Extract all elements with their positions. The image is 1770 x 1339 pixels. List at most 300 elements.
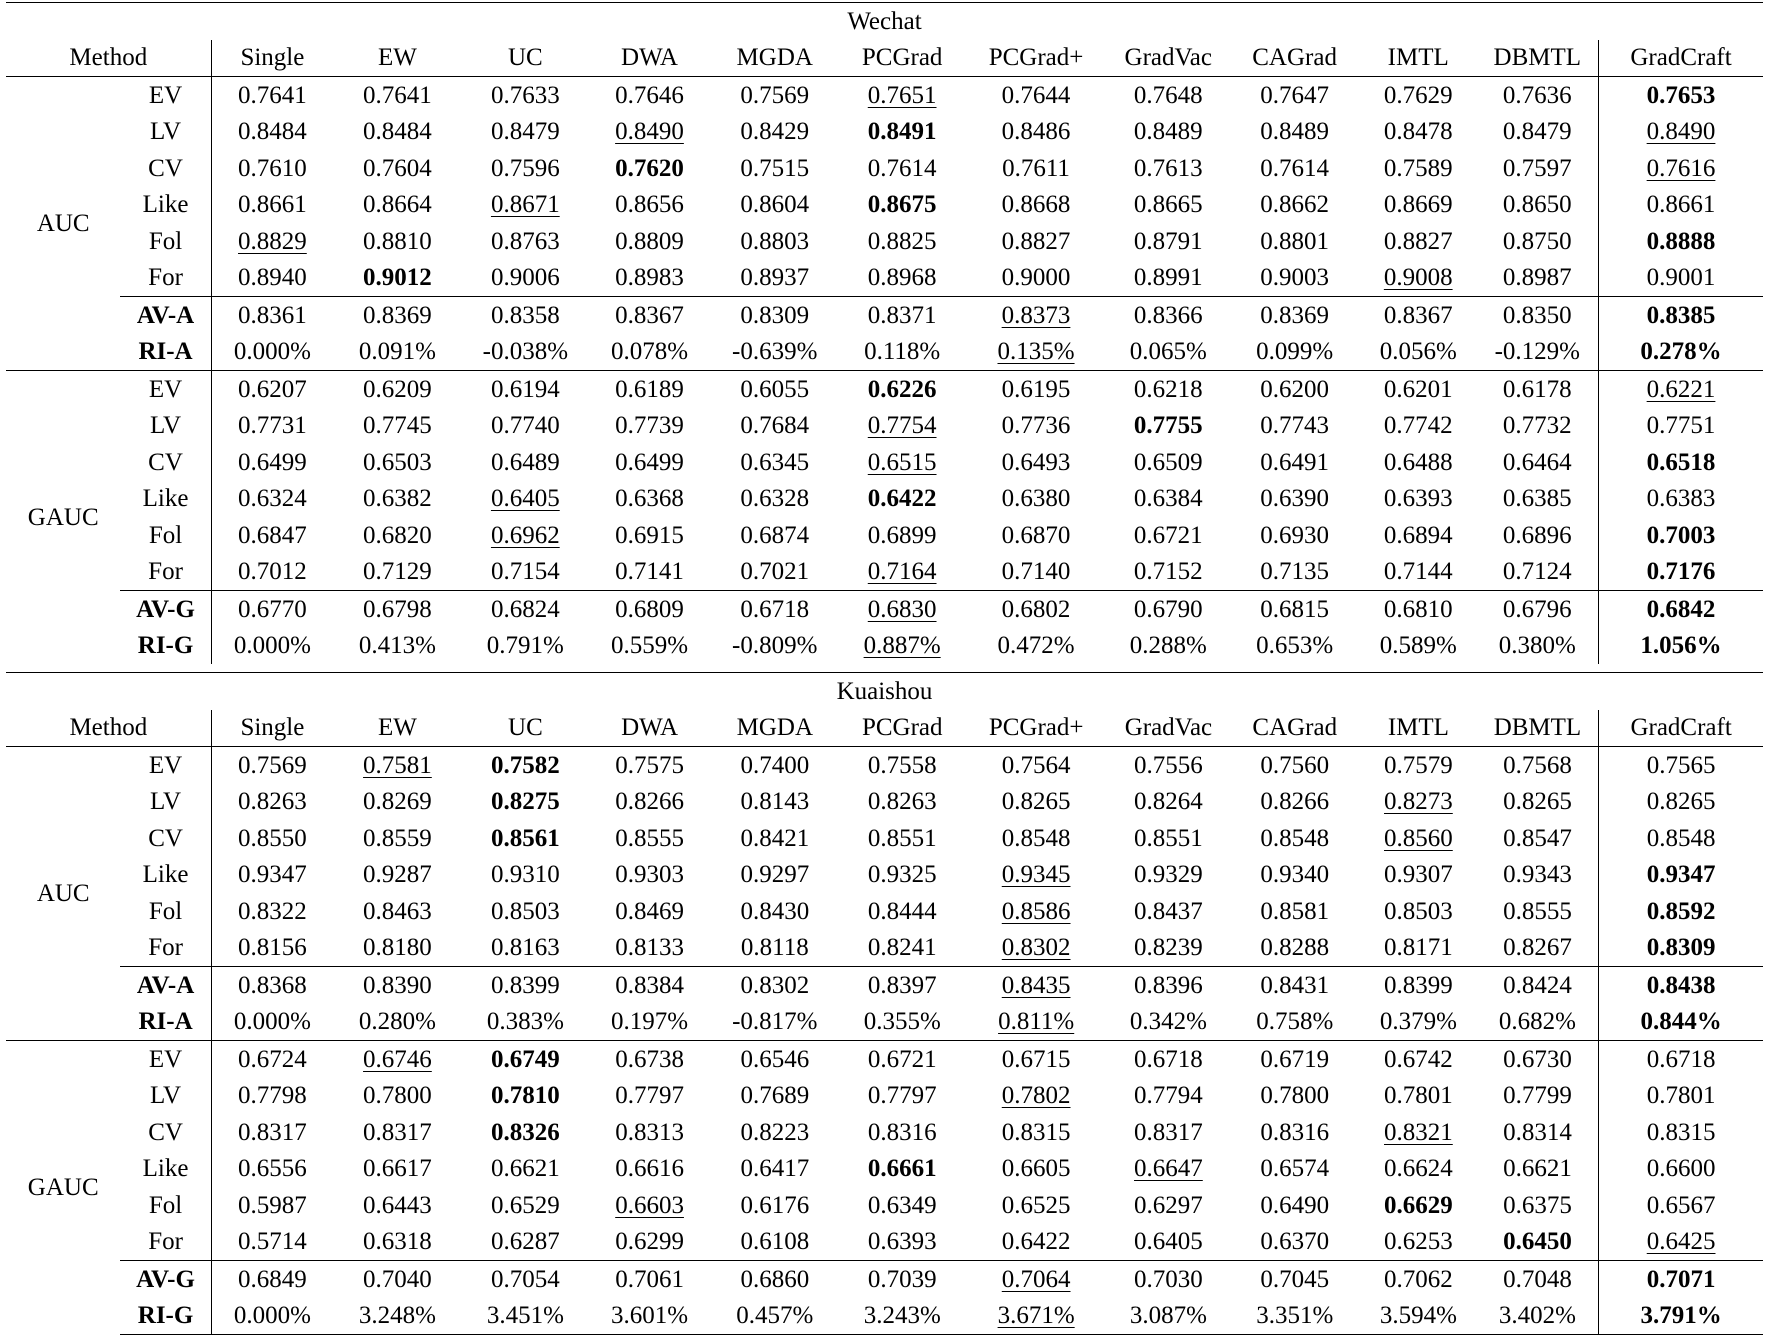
cell-value: 3.671% (997, 1302, 1075, 1330)
cell-value: 0.8322 (238, 897, 307, 925)
table-cell (710, 930, 840, 967)
cell-value: 0.6718 (1134, 1045, 1203, 1073)
table-cell (1229, 1041, 1360, 1078)
table-cell (589, 591, 710, 628)
cell-value: 3.594% (1379, 1302, 1457, 1330)
table-cell (710, 517, 840, 554)
cell-value: 3.248% (358, 1302, 436, 1330)
table-cell (1360, 784, 1477, 821)
cell-value: 0.7581 (363, 751, 432, 779)
cell-value: 0.7798 (238, 1082, 307, 1110)
table-cell (462, 1298, 589, 1335)
cell-value: 0.9297 (740, 861, 810, 889)
table-cell (211, 1041, 333, 1078)
cell-value: 0.8133 (615, 934, 684, 962)
table-cell (710, 1187, 840, 1224)
cell-value: 0.8668 (1001, 191, 1071, 219)
objective-label: CV (120, 820, 211, 857)
table-cell (1107, 223, 1229, 260)
method-header-pcgrad-: PCGrad+ (988, 44, 1084, 72)
table-cell (1229, 784, 1360, 821)
cell-value: 0.7745 (363, 412, 432, 440)
cell-value: 0.6422 (867, 485, 937, 513)
cell-value: 0.7012 (238, 558, 307, 586)
cell-value: 0.811% (998, 1008, 1075, 1036)
cell-value: 0.7064 (1001, 1265, 1071, 1293)
table-cell (333, 857, 462, 894)
table-cell (840, 1041, 965, 1078)
cell-value: 0.6425 (1646, 1228, 1716, 1256)
cell-value: 0.6742 (1384, 1045, 1453, 1073)
cell-value: 0.7124 (1502, 558, 1572, 586)
cell-value: 0.6489 (490, 448, 560, 476)
cell-value: 0.6194 (490, 375, 560, 403)
cell-value: 0.7755 (1133, 412, 1203, 440)
table-cell (710, 893, 840, 930)
cell-value: 0.7061 (615, 1265, 684, 1293)
cell-value: 0.6318 (363, 1228, 432, 1256)
summary-row (6, 1298, 1763, 1335)
table-cell (840, 517, 965, 554)
cell-value: 0.7575 (615, 751, 684, 779)
cell-value: 0.8385 (1646, 301, 1716, 329)
cell-value: 0.6491 (1260, 448, 1329, 476)
summary-label: RI-G (120, 628, 211, 665)
table-header-row (6, 710, 1763, 747)
table-cell (965, 481, 1108, 518)
cell-value: 0.8399 (491, 971, 560, 999)
table-cell (1599, 930, 1763, 967)
table-cell (1360, 444, 1477, 481)
table-cell (211, 223, 333, 260)
cell-value: 0.8288 (1260, 934, 1330, 962)
table-cell (333, 444, 461, 481)
table-cell (211, 1151, 333, 1188)
table-cell (840, 1261, 965, 1298)
table-cell (211, 1224, 333, 1261)
table-cell (965, 930, 1108, 967)
cell-value: 0.7579 (1384, 751, 1453, 779)
table-cell (1360, 857, 1477, 894)
cell-value: 0.8888 (1646, 227, 1716, 255)
cell-value: 0.6738 (615, 1045, 684, 1073)
cell-value: 0.8309 (1646, 934, 1716, 962)
table-cell (965, 747, 1108, 784)
cell-value: 0.6195 (1001, 375, 1071, 403)
objective-label: Like (120, 481, 211, 518)
cell-value: 0.6721 (1133, 521, 1203, 549)
cell-value: 0.7071 (1646, 1265, 1716, 1293)
table-row (6, 554, 1763, 591)
table-cell (589, 223, 710, 260)
table-cell (462, 1224, 589, 1261)
cell-value: 0.8983 (615, 264, 684, 292)
cell-value: -0.038% (482, 338, 569, 366)
cell-value: 0.7636 (1502, 81, 1572, 109)
summary-label: AV-G (120, 591, 211, 628)
table-cell (1599, 481, 1763, 518)
cell-value: 0.7569 (238, 751, 307, 779)
table-cell (462, 1004, 589, 1041)
method-header-dwa: DWA (621, 714, 679, 742)
table-row (6, 444, 1763, 481)
table-cell (333, 747, 462, 784)
cell-value: 0.8550 (238, 824, 307, 852)
cell-value: 0.457% (736, 1302, 814, 1330)
cell-value: 0.9303 (615, 861, 684, 889)
cell-value: 0.000% (233, 338, 311, 366)
cell-value: 0.7604 (363, 154, 432, 182)
table-cell (965, 1224, 1108, 1261)
table-cell (1599, 591, 1763, 628)
cell-value: 0.7743 (1260, 412, 1329, 440)
table-cell (462, 893, 589, 930)
cell-value: 0.118% (864, 338, 941, 366)
table-cell (211, 517, 333, 554)
table-cell (1360, 517, 1477, 554)
cell-value: 0.6108 (740, 1228, 810, 1256)
cell-value: 0.6380 (1001, 485, 1071, 513)
cell-value: 0.6383 (1646, 485, 1716, 513)
summary-row (6, 591, 1763, 628)
table-cell (1107, 1224, 1229, 1261)
cell-value: 0.8424 (1503, 971, 1572, 999)
table-header-row (6, 40, 1763, 77)
cell-value: -0.129% (1494, 338, 1580, 366)
table-cell (1360, 1187, 1477, 1224)
cell-value: -0.817% (732, 1008, 818, 1036)
cell-value: 0.7614 (1260, 154, 1329, 182)
table-row (6, 893, 1763, 930)
cell-value: 0.6810 (1383, 595, 1453, 623)
table-cell (710, 187, 840, 224)
table-cell (1599, 1078, 1763, 1115)
table-row (6, 77, 1763, 114)
table-cell (1477, 1261, 1599, 1298)
table-cell (211, 893, 333, 930)
table-cell (840, 628, 965, 665)
cell-value: 0.6176 (740, 1191, 810, 1219)
metric-label: GAUC (6, 1041, 120, 1335)
cell-value: 0.8265 (1646, 788, 1716, 816)
objective-label: CV (120, 444, 211, 481)
cell-value: 0.8484 (238, 118, 307, 146)
table-cell (965, 1041, 1108, 1078)
cell-value: 0.8484 (363, 118, 432, 146)
cell-value: 0.9347 (238, 861, 307, 889)
table-cell (211, 930, 333, 967)
objective-label: LV (120, 114, 211, 151)
cell-value: 0.8486 (1001, 118, 1071, 146)
cell-value: 0.5987 (238, 1191, 307, 1219)
table-cell (333, 371, 461, 408)
table-cell (1599, 260, 1763, 297)
table-row (6, 820, 1763, 857)
table-cell (1229, 1078, 1360, 1115)
cell-value: 3.351% (1256, 1302, 1334, 1330)
table-cell (1229, 628, 1360, 665)
cell-value: 0.000% (233, 1008, 311, 1036)
cell-value: 0.8315 (1646, 1118, 1716, 1146)
cell-value: 0.8559 (363, 824, 432, 852)
table-cell (333, 260, 461, 297)
table-cell (1477, 187, 1599, 224)
cell-value: 0.8791 (1133, 227, 1203, 255)
table-row (6, 1078, 1763, 1115)
method-header-dwa: DWA (621, 44, 678, 72)
cell-value: 0.8661 (1646, 191, 1716, 219)
table-cell (1599, 1151, 1763, 1188)
cell-value: 0.6499 (238, 448, 307, 476)
method-header-dbmtl: DBMTL (1477, 40, 1599, 77)
cell-value: 0.7648 (1133, 81, 1203, 109)
cell-value: 0.8940 (238, 264, 307, 292)
table-cell (840, 260, 965, 297)
table-cell (1107, 1041, 1229, 1078)
cell-value: 0.8266 (615, 788, 684, 816)
objective-label: Fol (120, 223, 211, 260)
cell-value: 0.8656 (615, 191, 684, 219)
cell-value: 0.7141 (615, 558, 684, 586)
table-cell (965, 1261, 1108, 1298)
table-cell (1360, 1078, 1477, 1115)
table-cell (1360, 820, 1477, 857)
cell-value: 0.7613 (1133, 154, 1203, 182)
summary-label: RI-G (120, 1298, 211, 1335)
cell-value: 0.6443 (363, 1191, 432, 1219)
table-cell (1229, 334, 1360, 371)
cell-value: 0.6621 (1503, 1155, 1572, 1183)
table-cell (965, 591, 1108, 628)
method-header-gradcraft: GradCraft (1630, 44, 1732, 72)
cell-value: 0.6405 (490, 485, 560, 513)
table-cell (462, 408, 589, 445)
cell-value: 0.6297 (1134, 1191, 1203, 1219)
cell-value: 0.7799 (1503, 1082, 1572, 1110)
table-cell (1477, 1224, 1599, 1261)
table-cell (1229, 857, 1360, 894)
table-cell (1477, 444, 1599, 481)
table-cell (333, 820, 462, 857)
table-cell (1360, 967, 1477, 1004)
table-cell (1107, 371, 1229, 408)
table-cell (840, 187, 965, 224)
table-cell (1107, 628, 1229, 665)
method-header-gradvac: GradVac (1124, 44, 1212, 72)
cell-value: 0.7689 (740, 1082, 810, 1110)
table-cell (589, 784, 710, 821)
table-cell (1599, 554, 1763, 591)
cell-value: 0.7646 (615, 81, 684, 109)
table-cell (1107, 1151, 1229, 1188)
table-cell (965, 1151, 1108, 1188)
cell-value: 0.8479 (1502, 118, 1572, 146)
cell-value: 0.8321 (1384, 1118, 1453, 1146)
cell-value: 0.7800 (363, 1082, 432, 1110)
table-cell (840, 408, 965, 445)
table-cell (840, 223, 965, 260)
cell-value: 0.8373 (1001, 301, 1071, 329)
cell-value: 0.8469 (615, 897, 684, 925)
cell-value: 0.7610 (238, 154, 307, 182)
cell-value: 0.7140 (1001, 558, 1071, 586)
cell-value: 0.8430 (740, 897, 810, 925)
cell-value: 0.8503 (1384, 897, 1453, 925)
table-cell (462, 187, 589, 224)
objective-label: EV (120, 1041, 211, 1078)
table-cell (1107, 481, 1229, 518)
table-cell (1229, 554, 1360, 591)
cell-value: 0.758% (1256, 1008, 1334, 1036)
table-cell (1229, 893, 1360, 930)
cell-value: 0.6616 (615, 1155, 684, 1183)
table-cell (589, 114, 710, 151)
table-cell (1599, 784, 1763, 821)
table-cell (1477, 260, 1599, 297)
table-cell (333, 893, 462, 930)
method-header-uc: UC (507, 44, 543, 72)
table-cell (333, 1224, 462, 1261)
table-cell (1107, 967, 1229, 1004)
cell-value: 0.8269 (363, 788, 432, 816)
dataset-title: Wechat (6, 3, 1763, 40)
cell-value: 0.7003 (1646, 521, 1716, 549)
cell-value: 0.413% (358, 632, 436, 660)
cell-value: 0.135% (997, 338, 1075, 366)
cell-value: 0.7616 (1646, 154, 1716, 182)
cell-value: 0.8384 (615, 971, 684, 999)
table-cell (211, 114, 333, 151)
table-cell (1477, 1298, 1599, 1335)
table-cell (1599, 1298, 1763, 1335)
cell-value: 0.7739 (615, 412, 684, 440)
cell-value: 0.6830 (867, 595, 937, 623)
table-cell (710, 857, 840, 894)
cell-value: 0.8267 (1503, 934, 1572, 962)
objective-label: CV (120, 1114, 211, 1151)
table-cell (1477, 223, 1599, 260)
method-header: Method (6, 40, 211, 77)
table-cell (1229, 1261, 1360, 1298)
table-cell (211, 1114, 333, 1151)
table-cell (589, 187, 710, 224)
table-cell (589, 893, 710, 930)
table-cell (710, 967, 840, 1004)
cell-value: 0.7054 (491, 1265, 560, 1293)
table-cell (333, 187, 461, 224)
cell-value: 0.8827 (1383, 227, 1453, 255)
cell-value: 0.6556 (238, 1155, 307, 1183)
table-cell (1477, 1151, 1599, 1188)
cell-value: 3.402% (1498, 1302, 1576, 1330)
cell-value: 0.8987 (1502, 264, 1572, 292)
cell-value: 0.8489 (1133, 118, 1203, 146)
cell-value: 0.8171 (1384, 934, 1453, 962)
summary-row (6, 1004, 1763, 1041)
table-cell (333, 1114, 462, 1151)
table-cell (1599, 857, 1763, 894)
table-cell (1599, 114, 1763, 151)
cell-value: 0.7030 (1134, 1265, 1203, 1293)
table-cell (333, 784, 462, 821)
cell-value: 0.7129 (363, 558, 432, 586)
table-cell (1599, 334, 1763, 371)
objective-label: CV (120, 150, 211, 187)
table-cell (589, 371, 710, 408)
table-cell (1229, 1224, 1360, 1261)
cell-value: 0.7651 (867, 81, 937, 109)
cell-value: 0.6189 (615, 375, 684, 403)
table-cell (1107, 408, 1229, 445)
cell-value: 0.7021 (740, 558, 810, 586)
table-cell (333, 967, 462, 1004)
cell-value: 0.7641 (238, 81, 307, 109)
cell-value: 0.8350 (1502, 301, 1572, 329)
cell-value: 0.8369 (363, 301, 432, 329)
cell-value: 0.6621 (491, 1155, 560, 1183)
table-cell (840, 857, 965, 894)
table-cell (965, 784, 1108, 821)
table-cell (211, 150, 333, 187)
cell-value: 0.7597 (1502, 154, 1572, 182)
cell-value: 0.6849 (238, 1265, 307, 1293)
table-cell (840, 784, 965, 821)
table-cell (710, 371, 840, 408)
cell-value: 0.472% (997, 632, 1075, 660)
cell-value: 0.288% (1129, 632, 1207, 660)
objective-label: For (120, 930, 211, 967)
table-cell (965, 893, 1108, 930)
cell-value: 0.7801 (1384, 1082, 1453, 1110)
cell-value: 0.6721 (867, 1045, 937, 1073)
table-cell (1107, 1261, 1229, 1298)
table-cell (462, 481, 589, 518)
table-cell (462, 260, 589, 297)
cell-value: 0.9000 (1001, 264, 1071, 292)
cell-value: 0.6860 (740, 1265, 810, 1293)
cell-value: 0.6422 (1001, 1228, 1071, 1256)
table-cell (1360, 481, 1477, 518)
cell-value: 0.7620 (615, 154, 684, 182)
table-cell (1229, 408, 1360, 445)
cell-value: 0.8968 (867, 264, 937, 292)
cell-value: 0.8326 (491, 1118, 560, 1146)
table-cell (710, 77, 840, 114)
cell-value: 0.8156 (238, 934, 307, 962)
cell-value: 0.280% (358, 1008, 436, 1036)
table-cell (1229, 297, 1360, 334)
cell-value: 0.9307 (1384, 861, 1453, 889)
table-row (6, 408, 1763, 445)
method-header-gradcraft: GradCraft (1630, 714, 1732, 742)
cell-value: 0.8143 (740, 788, 810, 816)
cell-value: 0.8435 (1001, 971, 1071, 999)
table-cell (211, 1187, 333, 1224)
metric-label: AUC (6, 747, 120, 1041)
table-cell (1360, 591, 1477, 628)
cell-value: 0.8561 (491, 824, 560, 852)
cell-value: 0.6930 (1260, 521, 1329, 549)
cell-value: 0.7048 (1503, 1265, 1572, 1293)
cell-value: 0.8592 (1646, 897, 1716, 925)
cell-value: 0.099% (1256, 338, 1334, 366)
method-header-cagrad: CAGrad (1252, 44, 1337, 72)
cell-value: 0.887% (863, 632, 941, 660)
objective-label: LV (120, 784, 211, 821)
table-cell (589, 334, 710, 371)
cell-value: 0.589% (1379, 632, 1457, 660)
table-cell (1229, 820, 1360, 857)
